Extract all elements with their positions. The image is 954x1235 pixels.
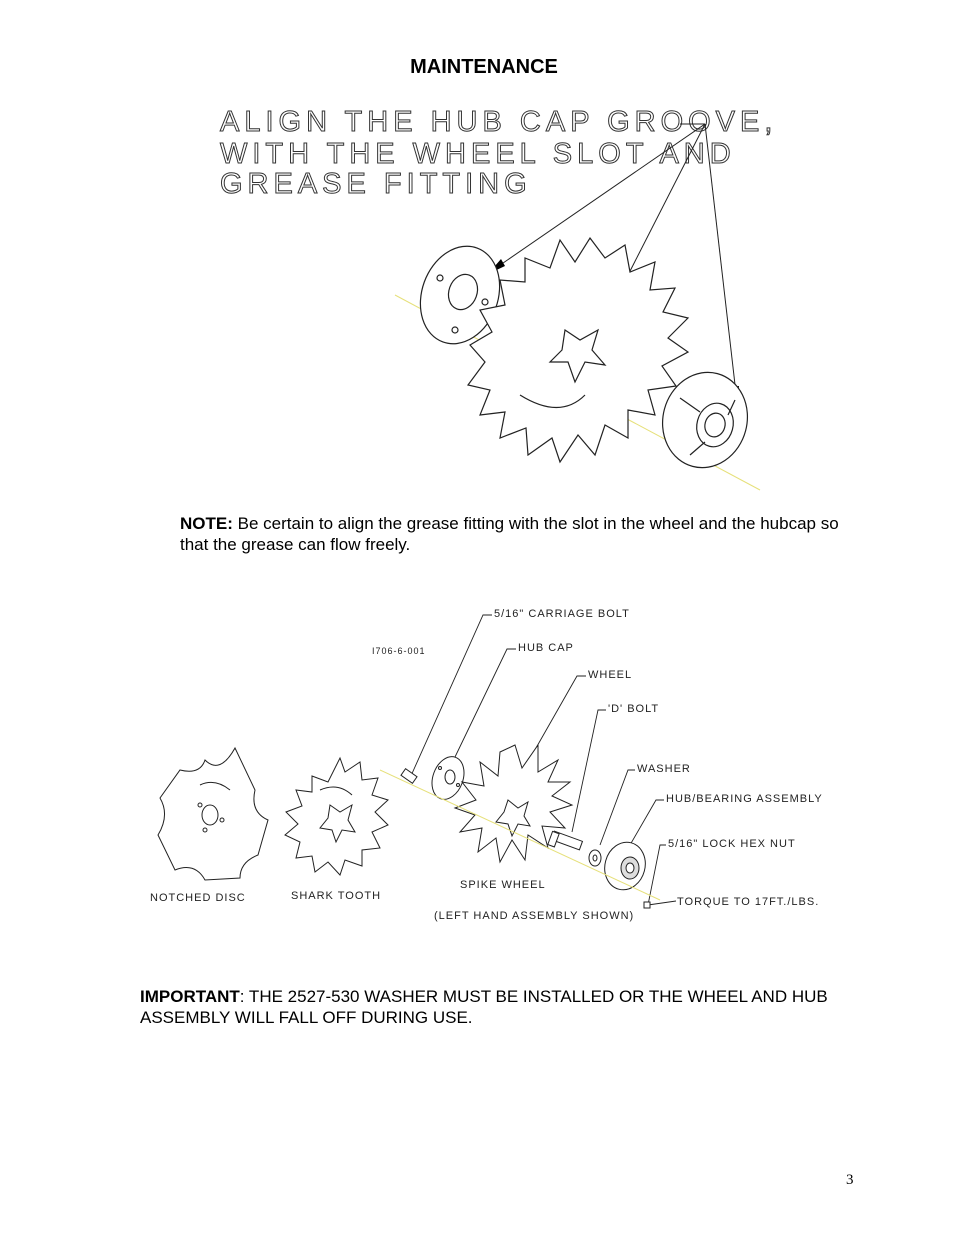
label-carriage-bolt: 5/16" CARRIAGE BOLT [494,608,630,620]
lock-nut-drawing [644,902,650,908]
label-notched-disc: NOTCHED DISC [150,892,246,904]
hub-cap-small-drawing [426,752,469,804]
label-hub-cap: HUB CAP [518,642,574,654]
callout-line-2: WITH THE WHEEL SLOT AND [220,138,736,170]
label-shark-tooth: SHARK TOOTH [291,890,382,902]
label-lock-nut: 5/16" LOCK HEX NUT [668,838,796,850]
shark-tooth-drawing [285,758,388,875]
figure2-labels [150,608,823,922]
drawing-id: I706-6-001 [372,646,426,656]
label-hub-bearing: HUB/BEARING ASSEMBLY [666,793,823,805]
hub-bearing-small-drawing [599,838,650,895]
important-label: IMPORTANT [140,987,240,1006]
important-paragraph [140,986,840,1028]
page-number: 3 [846,1172,854,1188]
label-washer: WASHER [637,763,691,775]
label-d-bolt: 'D' BOLT [608,703,660,715]
callout-line-1: ALIGN THE HUB CAP GROOVE, [220,106,778,138]
important-text: : THE 2527-530 WASHER MUST BE INSTALLED OR THE WHEEL AND HUB ASSEMBLY WILL FALL OFF DURING USE. [140,987,828,1027]
page-title: MAINTENANCE [410,56,558,78]
label-torque: TORQUE TO 17FT./LBS. [677,896,820,908]
note-label: NOTE: [180,514,233,533]
notched-disc-drawing [158,748,268,880]
label-assembly-shown: (LEFT HAND ASSEMBLY SHOWN) [434,910,635,922]
callout-line-3: GREASE FITTING [220,168,532,200]
label-wheel: WHEEL [588,669,633,681]
note-text: Be certain to align the grease fitting with the slot in the wheel and the hubcap so that the grease can flow freely. [180,514,839,554]
d-bolt-drawing [548,831,583,850]
washer-drawing [589,850,601,866]
label-spike-wheel: SPIKE WHEEL [460,879,546,891]
